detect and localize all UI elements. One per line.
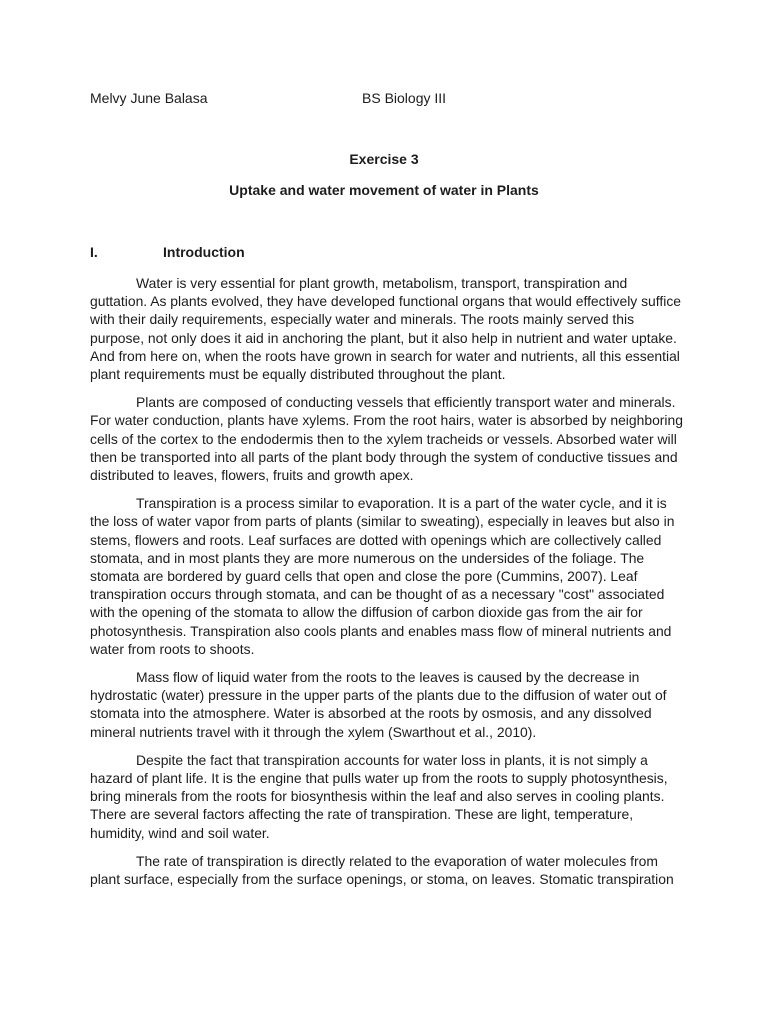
paragraph-2: Plants are composed of conducting vessels that efficiently transport water and minerals. For water conduction, plants have xylems. From the root hairs, water is absorbed by neighboring cells of the cortex to the endodermis then to the xylem tracheids or vessels. Absorbed water will then be transported into all parts of the plant body through the system of conductive tissues and distributed to leaves, flowers, fruits and growth apex. (90, 394, 683, 484)
section-heading-text: Introduction (163, 244, 245, 260)
document-header (90, 89, 690, 109)
paragraph-1: Water is very essential for plant growth, metabolism, transport, transpiration and guttation. As plants evolved, they have developed functional organs that would effectively suffice with their daily requirements, especially water and minerals. The roots mainly served this purpose, not only does it aid in anchoring the plant, but it also help in nutrient and water uptake. And from here on, when the roots have grown in search for water and nutrients, all this essential plant requirements must be equally distributed throughout the plant. (90, 275, 681, 383)
paragraph-6: The rate of transpiration is directly related to the evaporation of water molecules from plant surface, especially from the surface openings, or stoma, on leaves. Stomatic transpiration (90, 852, 674, 888)
paragraph-5: Despite the fact that transpiration accounts for water loss in plants, it is not simply a hazard of plant life. It is the engine that pulls water up from the roots to supply photosynthesis, bring minerals from the roots for biosynthesis within the leaf and also serves in cooling plants. There are several factors affecting the rate of transpiration. These are light, temperature, humidity, wind and soil water. (90, 751, 668, 841)
document-title: Uptake and water movement of water in Plants (229, 182, 539, 198)
course-name: BS Biology III (362, 90, 447, 106)
section-heading (90, 243, 245, 261)
paragraph-3: Transpiration is a process similar to evaporation. It is a part of the water cycle, and it is the loss of water vapor from parts of plants (similar to sweating), especially in leaves but also in stems, flowers and roots. Leaf surfaces are dotted with openings which are collectively called stomata, and in most plants they are more numerous on the undersides of the foliage. The stomata are bordered by guard cells that open and close the pore (Cummins, 2007). Leaf transpiration occurs through stomata, and can be thought of as a necessary "cost" associated with the opening of the stomata to allow the diffusion of carbon dioxide gas from the air for photosynthesis. Transpiration also cools plants and enables mass flow of mineral nutrients and water from roots to shoots. (90, 495, 675, 657)
author-name: Melvy June Balasa (90, 90, 208, 106)
exercise-label: Exercise 3 (349, 151, 419, 167)
section-number: I. (90, 244, 98, 260)
body-text (90, 274, 684, 898)
paragraph-4: Mass flow of liquid water from the roots to the leaves is caused by the decrease in hydrostatic (water) pressure in the upper parts of the plants due to the diffusion of water out of stomata into the atmosphere. Water is absorbed at the roots by osmosis, and any dissolved mineral nutrients travel with it through the xylem (Swarthout et al., 2010). (90, 669, 667, 740)
